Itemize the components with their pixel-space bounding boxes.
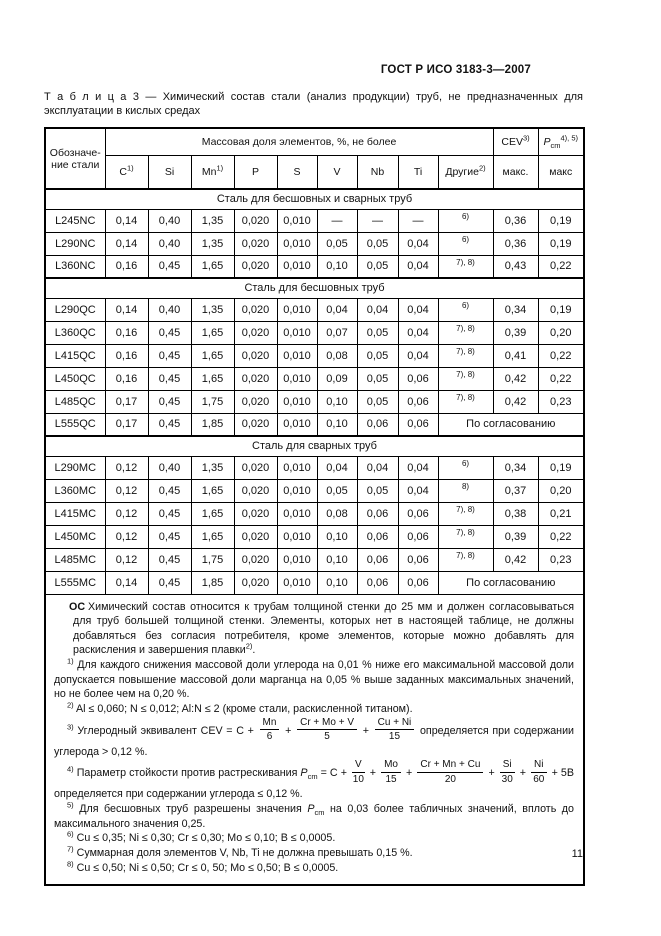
notes-row <box>45 594 584 885</box>
col-header-v: V <box>317 155 357 189</box>
value-cell: 0,04 <box>398 232 438 255</box>
value-cell: 0,10 <box>317 548 357 571</box>
value-cell: 0,06 <box>398 502 438 525</box>
value-cell: 1,65 <box>191 344 234 367</box>
value-cell: 0,10 <box>317 390 357 413</box>
value-cell: 0,010 <box>277 255 317 278</box>
value-cell: 0,04 <box>357 298 398 321</box>
other-note-cell: 6) <box>438 456 493 479</box>
other-note-cell: 7), 8) <box>438 502 493 525</box>
value-cell: 0,04 <box>398 344 438 367</box>
grade-cell: L360MC <box>45 479 105 502</box>
pcm-cell: 0,20 <box>538 479 584 502</box>
value-cell: 0,020 <box>234 209 277 232</box>
value-cell: 0,06 <box>398 367 438 390</box>
value-cell: 0,45 <box>148 255 191 278</box>
notes-block <box>54 600 574 876</box>
value-cell: 0,010 <box>277 413 317 436</box>
value-cell: 0,16 <box>105 255 148 278</box>
value-cell: 0,40 <box>148 298 191 321</box>
value-cell: 0,40 <box>148 209 191 232</box>
value-cell: 0,12 <box>105 456 148 479</box>
value-cell: 1,65 <box>191 321 234 344</box>
value-cell: 0,06 <box>398 571 438 594</box>
value-cell: 0,45 <box>148 502 191 525</box>
value-cell: 0,010 <box>277 209 317 232</box>
pcm-cell: 0,22 <box>538 525 584 548</box>
cev-cell: 0,34 <box>493 456 538 479</box>
value-cell: 0,04 <box>398 321 438 344</box>
value-cell: 0,08 <box>317 344 357 367</box>
value-cell: 0,06 <box>398 413 438 436</box>
value-cell: 0,05 <box>357 255 398 278</box>
col-header-other: Другие$^{2)}$ <box>438 155 493 189</box>
value-cell: 0,05 <box>357 479 398 502</box>
value-cell: 0,020 <box>234 344 277 367</box>
value-cell: 0,40 <box>148 232 191 255</box>
grade-cell: L360QC <box>45 321 105 344</box>
value-cell: 0,45 <box>148 413 191 436</box>
value-cell: 0,06 <box>398 548 438 571</box>
value-cell: 1,85 <box>191 413 234 436</box>
value-cell: 0,10 <box>317 255 357 278</box>
value-cell: 0,14 <box>105 571 148 594</box>
value-cell: 0,010 <box>277 298 317 321</box>
col-header-si: Si <box>148 155 191 189</box>
value-cell: 0,16 <box>105 367 148 390</box>
value-cell: 0,04 <box>317 298 357 321</box>
value-cell: 0,06 <box>357 502 398 525</box>
value-cell: 0,05 <box>357 232 398 255</box>
value-cell: 0,08 <box>317 502 357 525</box>
grade-cell: L415QC <box>45 344 105 367</box>
value-cell: 0,12 <box>105 479 148 502</box>
grade-cell: L415MC <box>45 502 105 525</box>
value-cell: 1,35 <box>191 232 234 255</box>
value-cell: 0,010 <box>277 344 317 367</box>
agreement-cell: По согласованию <box>438 413 584 436</box>
value-cell: 1,65 <box>191 502 234 525</box>
value-cell: 0,17 <box>105 413 148 436</box>
table-footnote: $^{7)}$ Суммарная доля элементов V, Nb, Ti не должна превышать 0,15 %. <box>67 844 413 860</box>
table-footnote: $^{6)}$ Cu ≤ 0,35; Ni ≤ 0,30; Cr ≤ 0,30; Mo ≤ 0,10; B ≤ 0,0005. <box>67 829 336 845</box>
value-cell: 0,05 <box>357 321 398 344</box>
table-row <box>45 255 584 278</box>
grade-cell: L290QC <box>45 298 105 321</box>
cev-cell: 0,43 <box>493 255 538 278</box>
value-cell: 0,45 <box>148 525 191 548</box>
value-cell: 0,020 <box>234 367 277 390</box>
table-row <box>45 321 584 344</box>
table-footnote: $^{3)}$ Углеродный эквивалент CEV = C + $\frac{Mn}{6}$ + $\frac{Cr + Mo + V}{5}$ + $\frac{Cu + Ni}{15}$ определяется при содержании углерода > 0,12 %. <box>54 716 575 758</box>
other-note-cell: 7), 8) <box>438 548 493 571</box>
grade-cell: L485QC <box>45 390 105 413</box>
col-header-ti: Ti <box>398 155 438 189</box>
value-cell: 0,06 <box>357 525 398 548</box>
value-cell: 0,04 <box>398 298 438 321</box>
cev-cell: 0,38 <box>493 502 538 525</box>
grade-cell: L290NC <box>45 232 105 255</box>
value-cell: 0,010 <box>277 456 317 479</box>
col-header-c: $C^{1)}$ <box>105 155 148 189</box>
other-note-cell: 7), 8) <box>438 390 493 413</box>
table-footnote: $^{2)}$ Al ≤ 0,060; N ≤ 0,012; Al:N ≤ 2 (кроме стали, раскисленной титаном). <box>67 700 413 716</box>
other-note-cell: 8) <box>438 479 493 502</box>
value-cell: 0,12 <box>105 525 148 548</box>
table-caption-text: — Химический состав стали (анализ продукции) труб, не предназначенных для эксплуатации в кислых средах <box>44 91 583 117</box>
value-cell: 0,14 <box>105 209 148 232</box>
grade-cell: L290MC <box>45 456 105 479</box>
table-footnote: $^{8)}$ Cu ≤ 0,50; Ni ≤ 0,50; Cr ≤ 0, 50; Mo ≤ 0,50; B ≤ 0,0005. <box>67 859 339 874</box>
value-cell: 0,04 <box>317 456 357 479</box>
section-title: Сталь для бесшовных и сварных труб <box>45 189 584 209</box>
table-row <box>45 209 584 232</box>
value-cell: 0,020 <box>234 321 277 344</box>
table-row <box>45 413 584 436</box>
grade-cell: L245NC <box>45 209 105 232</box>
value-cell: 0,010 <box>277 571 317 594</box>
value-cell: 0,010 <box>277 479 317 502</box>
document-number: ГОСТ Р ИСО 3183-3—2007 <box>380 64 531 76</box>
grade-cell: L450MC <box>45 525 105 548</box>
table-row <box>45 525 584 548</box>
value-cell: 0,020 <box>234 298 277 321</box>
value-cell: 0,020 <box>234 571 277 594</box>
value-cell: 0,020 <box>234 479 277 502</box>
table-row <box>45 344 584 367</box>
table-row <box>45 456 584 479</box>
value-cell: 0,16 <box>105 321 148 344</box>
agreement-cell: По согласованию <box>438 571 584 594</box>
value-cell: 0,04 <box>357 456 398 479</box>
value-cell: 1,65 <box>191 525 234 548</box>
table-row <box>45 502 584 525</box>
col-header-pcm-max: макс <box>538 155 584 189</box>
section-header-row <box>45 278 584 298</box>
value-cell: 1,75 <box>191 548 234 571</box>
value-cell: 0,06 <box>357 548 398 571</box>
other-note-cell: 7), 8) <box>438 255 493 278</box>
table-row <box>45 479 584 502</box>
value-cell: 0,12 <box>105 502 148 525</box>
value-cell: 0,45 <box>148 321 191 344</box>
value-cell: 0,09 <box>317 367 357 390</box>
pcm-cell: 0,22 <box>538 367 584 390</box>
other-note-cell: 6) <box>438 232 493 255</box>
pcm-cell: 0,22 <box>538 255 584 278</box>
notes-cell <box>45 594 584 885</box>
table-general-note: ОС Химический состав относится к трубам толщиной стенки до 25 мм и должен согласовываться для труб большей толщиной стенки. Элементы, которых нет в настоящей таблице, не должны добавляться без согласия потребителя, кроме элементов, которые можно добавлять для раскисления и завершения плавки$^{2)}$. <box>69 600 574 657</box>
value-cell: 0,010 <box>277 232 317 255</box>
cev-cell: 0,39 <box>493 321 538 344</box>
page-number: 11 <box>571 848 583 860</box>
value-cell: 0,020 <box>234 502 277 525</box>
value-cell: 0,04 <box>398 479 438 502</box>
value-cell: — <box>398 209 438 232</box>
value-cell: 1,65 <box>191 367 234 390</box>
value-cell: 0,10 <box>317 525 357 548</box>
value-cell: 0,45 <box>148 479 191 502</box>
value-cell: 0,020 <box>234 232 277 255</box>
cev-cell: 0,36 <box>493 232 538 255</box>
table-caption-label: Т а б л и ц а 3 <box>44 91 139 103</box>
value-cell: 0,10 <box>317 413 357 436</box>
other-note-cell: 6) <box>438 209 493 232</box>
value-cell: 1,85 <box>191 571 234 594</box>
value-cell: 0,12 <box>105 548 148 571</box>
pcm-cell: 0,19 <box>538 232 584 255</box>
grade-cell: L360NC <box>45 255 105 278</box>
value-cell: 0,05 <box>357 367 398 390</box>
cev-cell: 0,42 <box>493 548 538 571</box>
value-cell: 1,65 <box>191 479 234 502</box>
value-cell: 0,010 <box>277 390 317 413</box>
value-cell: 0,06 <box>398 525 438 548</box>
grade-cell: L555MC <box>45 571 105 594</box>
value-cell: 0,06 <box>398 390 438 413</box>
other-note-cell: 7), 8) <box>438 344 493 367</box>
col-header-pcm: $P_{cm}^{4), 5)}$ <box>538 128 584 155</box>
value-cell: 0,45 <box>148 367 191 390</box>
value-cell: 0,05 <box>317 479 357 502</box>
value-cell: 1,35 <box>191 298 234 321</box>
value-cell: 0,010 <box>277 502 317 525</box>
table-row <box>45 232 584 255</box>
pcm-cell: 0,19 <box>538 456 584 479</box>
table-row <box>45 298 584 321</box>
section-title: Сталь для сварных труб <box>45 436 584 456</box>
value-cell: 0,020 <box>234 456 277 479</box>
table-row <box>45 390 584 413</box>
value-cell: 0,04 <box>398 456 438 479</box>
value-cell: 0,45 <box>148 548 191 571</box>
pcm-cell: 0,19 <box>538 298 584 321</box>
cev-cell: 0,34 <box>493 298 538 321</box>
col-header-cev-max: макс. <box>493 155 538 189</box>
table-footnote: $^{1)}$ Для каждого снижения массовой доли углерода на 0,01 % ниже его максимальной массовой доли допускается повышение массовой доли марганца на 0,05 % выше заданных максимальных значений, но не более чем на 0,20 %. <box>54 656 574 701</box>
cev-cell: 0,41 <box>493 344 538 367</box>
table-footnote: $^{4)}$ Параметр стойкости против растрескивания $P_{cm} = C$ + $\frac{V}{10}$ + $\frac{Mo}{15}$ + $\frac{Cr + Mn + Cu}{20}$ + $\frac{Si}{30}$ + $\frac{Ni}{60}$ + 5B определяется при содержании углерода ≤ 0,12 %. <box>54 759 574 801</box>
table-body <box>45 189 584 594</box>
pcm-cell: 0,19 <box>538 209 584 232</box>
value-cell: 0,010 <box>277 548 317 571</box>
value-cell: 1,35 <box>191 209 234 232</box>
cev-cell: 0,39 <box>493 525 538 548</box>
pcm-cell: 0,23 <box>538 390 584 413</box>
value-cell: 0,17 <box>105 390 148 413</box>
value-cell: 0,05 <box>317 232 357 255</box>
pcm-cell: 0,23 <box>538 548 584 571</box>
grade-cell: L450QC <box>45 367 105 390</box>
table-row <box>45 367 584 390</box>
other-note-cell: 6) <box>438 298 493 321</box>
value-cell: 0,45 <box>148 344 191 367</box>
value-cell: 0,16 <box>105 344 148 367</box>
value-cell: 0,010 <box>277 525 317 548</box>
grade-cell: L485MC <box>45 548 105 571</box>
value-cell: 1,35 <box>191 456 234 479</box>
table-footnote: $^{5)}$ Для бесшовных труб разрешены значения $P_{cm}$ на 0,03 более табличных значений, вплоть до максимального значения 0,25. <box>54 800 574 830</box>
col-header-nb: Nb <box>357 155 398 189</box>
section-title: Сталь для бесшовных труб <box>45 278 584 298</box>
value-cell: 0,06 <box>357 413 398 436</box>
value-cell: 0,04 <box>398 255 438 278</box>
value-cell: 0,05 <box>357 390 398 413</box>
cev-cell: 0,37 <box>493 479 538 502</box>
value-cell: 0,45 <box>148 571 191 594</box>
value-cell: 1,65 <box>191 255 234 278</box>
value-cell: 0,10 <box>317 571 357 594</box>
value-cell: 0,010 <box>277 367 317 390</box>
value-cell: 0,40 <box>148 456 191 479</box>
table-row <box>45 548 584 571</box>
table-row <box>45 571 584 594</box>
col-header-elements-group: Массовая доля элементов, %, не более <box>105 128 493 155</box>
other-note-cell: 7), 8) <box>438 321 493 344</box>
col-header-grade: Обозначе-ние стали <box>45 128 105 189</box>
value-cell: 0,020 <box>234 390 277 413</box>
cev-cell: 0,42 <box>493 367 538 390</box>
value-cell: 0,020 <box>234 525 277 548</box>
col-header-mn: Mn$^{1)}$ <box>191 155 234 189</box>
section-header-row <box>45 436 584 456</box>
section-header-row <box>45 189 584 209</box>
cev-cell: 0,36 <box>493 209 538 232</box>
col-header-p: P <box>234 155 277 189</box>
cev-cell: 0,42 <box>493 390 538 413</box>
col-header-s: S <box>277 155 317 189</box>
value-cell: 0,14 <box>105 232 148 255</box>
value-cell: 0,45 <box>148 390 191 413</box>
value-cell: 1,75 <box>191 390 234 413</box>
value-cell: 0,05 <box>357 344 398 367</box>
value-cell: 0,020 <box>234 255 277 278</box>
value-cell: 0,020 <box>234 548 277 571</box>
other-note-cell: 7), 8) <box>438 367 493 390</box>
value-cell: 0,07 <box>317 321 357 344</box>
col-header-cev: CEV$^{3)}$ <box>493 128 538 155</box>
value-cell: 0,010 <box>277 321 317 344</box>
value-cell: 0,06 <box>357 571 398 594</box>
value-cell: 0,14 <box>105 298 148 321</box>
chemical-composition-table <box>44 127 585 886</box>
pcm-cell: 0,22 <box>538 344 584 367</box>
value-cell: 0,020 <box>234 413 277 436</box>
pcm-cell: 0,20 <box>538 321 584 344</box>
value-cell: — <box>317 209 357 232</box>
table-caption <box>44 91 583 119</box>
pcm-cell: 0,21 <box>538 502 584 525</box>
other-note-cell: 7), 8) <box>438 525 493 548</box>
grade-cell: L555QC <box>45 413 105 436</box>
value-cell: — <box>357 209 398 232</box>
